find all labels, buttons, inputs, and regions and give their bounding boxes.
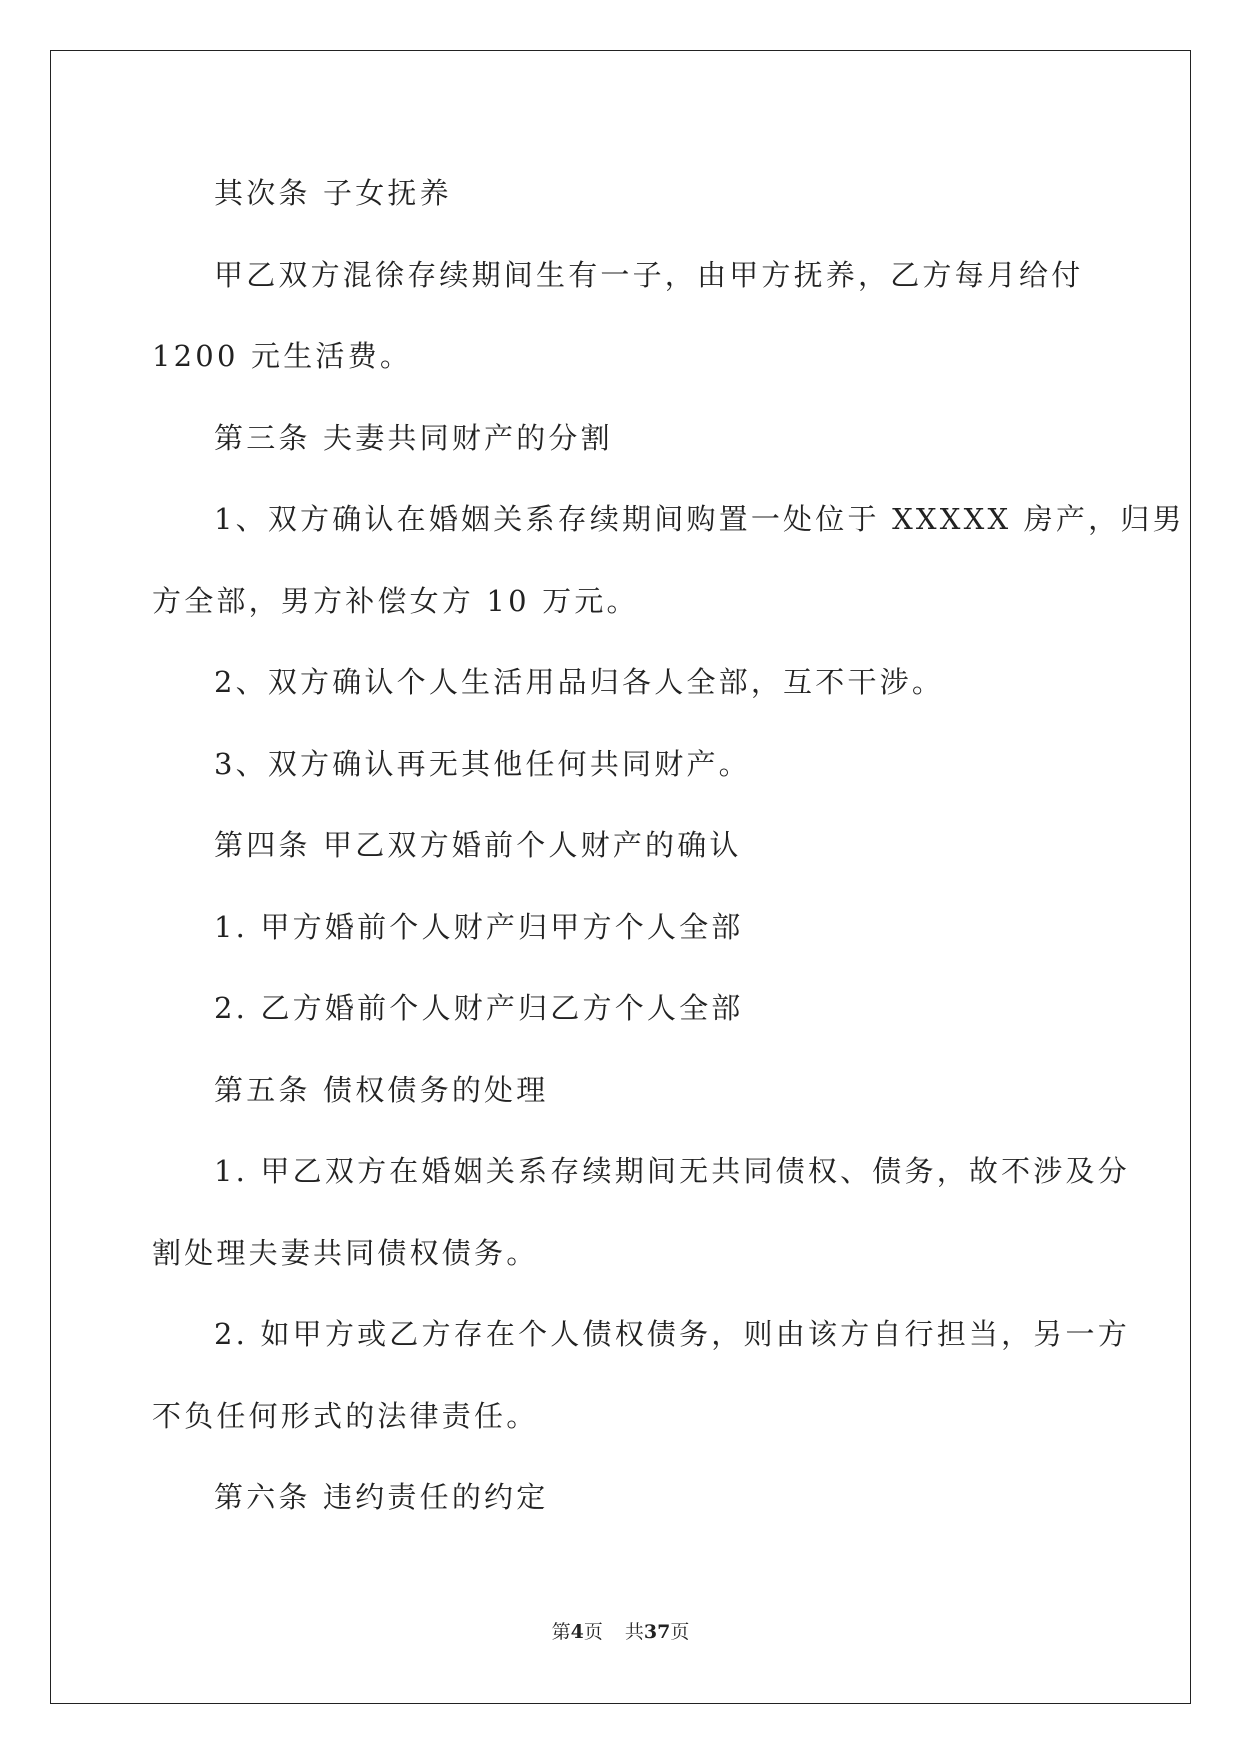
text-line: 2、双方确认个人生活用品归各人全部，互不干涉。 (214, 665, 945, 699)
text-line: 第六条 违约责任的约定 (214, 1480, 549, 1514)
page-prefix: 第 (551, 1621, 571, 1643)
text-line: 第五条 债权债务的处理 (214, 1072, 549, 1107)
text-line: 1200 元生活费。 (152, 339, 413, 373)
total-pages: 37 (643, 1621, 671, 1643)
text-line: 方全部，男方补偿女方 10 万元。 (152, 583, 639, 618)
total-suffix: 页 (670, 1621, 690, 1643)
text-line: 2. 乙方婚前个人财产归乙方个人全部 (214, 991, 744, 1025)
text-line: 不负任何形式的法律责任。 (152, 1398, 539, 1433)
text-line: 第三条 夫妻共同财产的分割 (214, 420, 613, 455)
text-line: 3、双方确认再无其他任何共同财产。 (214, 746, 751, 781)
text-line: 2. 如甲方或乙方存在个人债权债务，则由该方自行担当，另一方 (214, 1317, 1130, 1351)
text-line: 割处理夫妻共同债权债务。 (152, 1235, 539, 1270)
document-body (152, 164, 1185, 1550)
text-line: 1. 甲方婚前个人财产归甲方个人全部 (214, 909, 744, 944)
text-line: 甲乙双方混徐存续期间生有一子，由甲方抚养，乙方每月给付 (214, 257, 1084, 292)
text-line: 1、双方确认在婚姻关系存续期间购置一处位于 XXXXX 房产，归男 (214, 502, 1185, 536)
page-number: 4 (570, 1621, 584, 1643)
text-line: 第四条 甲乙双方婚前个人财产的确认 (214, 828, 742, 862)
total-prefix: 共 (624, 1621, 644, 1643)
text-line: 其次条 子女抚养 (214, 176, 452, 210)
text-line: 1. 甲乙双方在婚姻关系存续期间无共同债权、债务，故不涉及分 (214, 1154, 1130, 1188)
page-footer (0, 1617, 1241, 1644)
page-suffix: 页 (583, 1621, 603, 1643)
